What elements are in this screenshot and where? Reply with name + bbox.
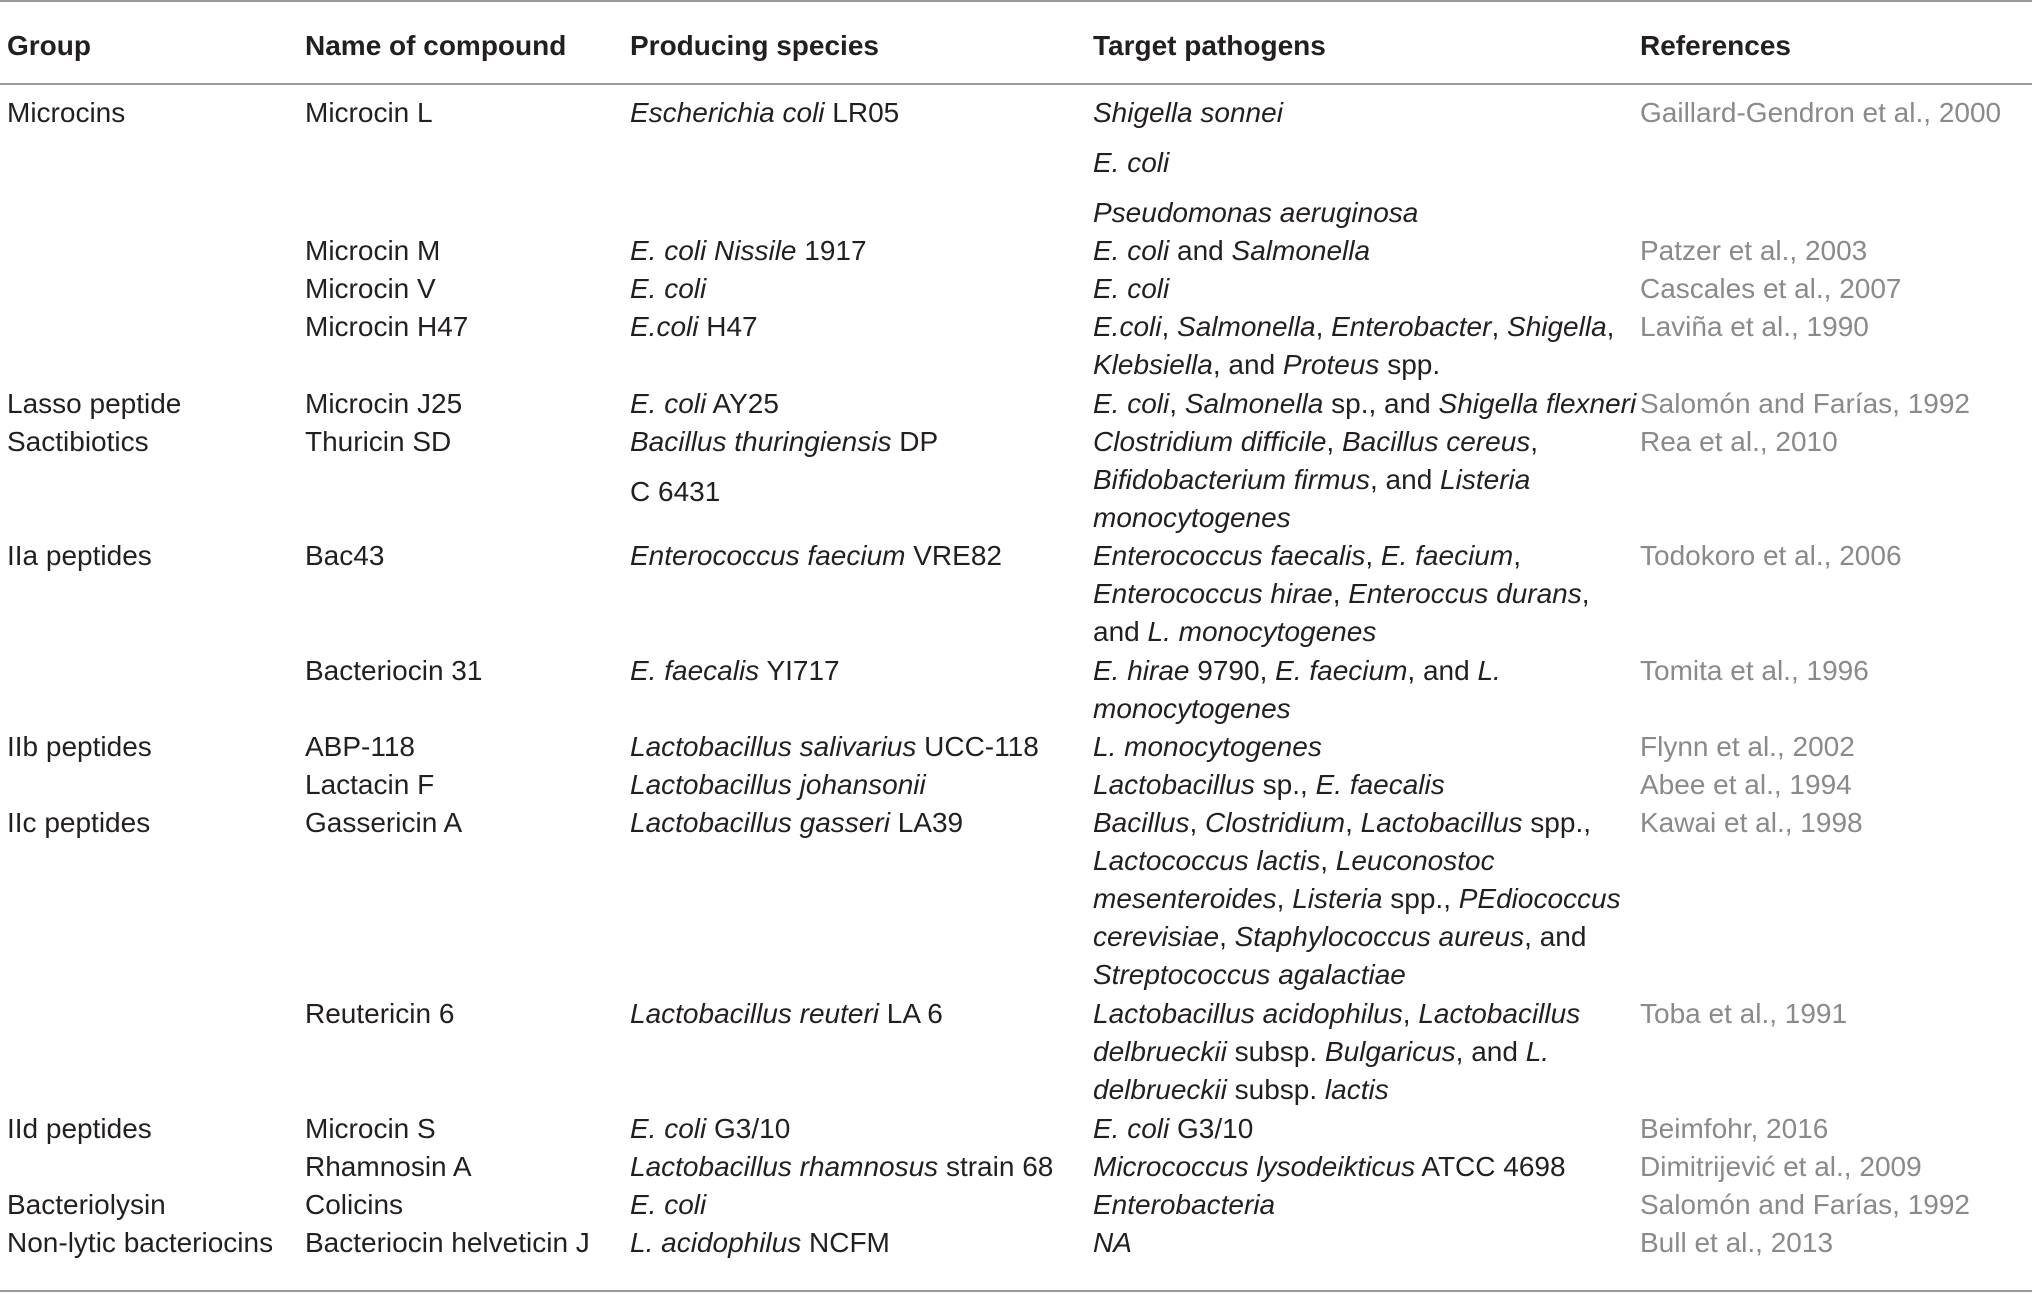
- compound-cell: Microcin M: [305, 235, 441, 266]
- reference-cell: Abee et al., 1994: [1640, 769, 1852, 800]
- reference-cell: Salomón and Farías, 1992: [1640, 1189, 1970, 1220]
- compound-cell: Microcin H47: [305, 311, 469, 342]
- compound-cell: Gassericin A: [305, 807, 463, 838]
- species-cell: Lactobacillus johansonii: [630, 769, 926, 800]
- header-compound: Name of compound: [305, 30, 567, 61]
- target-cell-line: Micrococcus lysodeikticus ATCC 4698: [1093, 1151, 1566, 1182]
- compound-cell: Bac43: [305, 540, 385, 571]
- compound-cell: Colicins: [305, 1189, 404, 1220]
- species-cell: E. coli: [630, 273, 707, 304]
- target-cell-line: delbrueckii subsp. lactis: [1093, 1074, 1389, 1105]
- target-cell-line: Pseudomonas aeruginosa: [1093, 197, 1419, 228]
- group-cell: IIb peptides: [7, 731, 152, 762]
- species-cell: Lactobacillus gasseri LA39: [630, 807, 964, 838]
- target-cell-line: Enterobacteria: [1093, 1189, 1276, 1220]
- target-cell-line: and L. monocytogenes: [1093, 616, 1377, 647]
- species-cell: E. coli G3/10: [630, 1113, 791, 1144]
- compound-cell: Microcin V: [305, 273, 436, 304]
- species-cell-line2: C 6431: [630, 476, 721, 507]
- compound-cell: Lactacin F: [305, 769, 435, 800]
- reference-cell: Bull et al., 2013: [1640, 1227, 1834, 1258]
- target-cell-line: cerevisiae, Staphylococcus aureus, and: [1093, 921, 1587, 952]
- target-cell-line: Klebsiella, and Proteus spp.: [1093, 349, 1441, 380]
- target-cell-line: Enterococcus faecalis, E. faecium,: [1093, 540, 1521, 571]
- target-cell-line: E. coli: [1093, 273, 1170, 304]
- compound-cell: Thuricin SD: [305, 426, 452, 457]
- group-cell: Sactibiotics: [7, 426, 149, 457]
- target-cell-line: Lactobacillus sp., E. faecalis: [1093, 769, 1445, 800]
- target-cell-line: Bacillus, Clostridium, Lactobacillus spp.,: [1093, 807, 1591, 838]
- reference-cell: Kawai et al., 1998: [1640, 807, 1863, 838]
- group-cell: IId peptides: [7, 1113, 152, 1144]
- compound-cell: Microcin S: [305, 1113, 436, 1144]
- table-bottom-rule: [0, 1290, 2032, 1292]
- target-cell-line: monocytogenes: [1093, 693, 1291, 724]
- table-top-rule: [0, 0, 2032, 2]
- target-cell-line: Enterococcus hirae, Enteroccus durans,: [1093, 578, 1590, 609]
- group-cell: Lasso peptide: [7, 388, 182, 419]
- compound-cell: Bacteriocin 31: [305, 655, 483, 686]
- reference-cell: Cascales et al., 2007: [1640, 273, 1902, 304]
- target-cell-line: L. monocytogenes: [1093, 731, 1322, 762]
- target-cell-line: E.coli, Salmonella, Enterobacter, Shigella,: [1093, 311, 1615, 342]
- target-cell-line: E. hirae 9790, E. faecium, and L.: [1093, 655, 1501, 686]
- species-cell: Lactobacillus salivarius UCC-118: [630, 731, 1039, 762]
- target-cell-line: Bifidobacterium firmus, and Listeria: [1093, 464, 1531, 495]
- target-cell-line: Lactobacillus acidophilus, Lactobacillus: [1093, 998, 1581, 1029]
- compound-cell: Microcin J25: [305, 388, 463, 419]
- compound-cell: Rhamnosin A: [305, 1151, 472, 1182]
- species-cell: L. acidophilus NCFM: [630, 1227, 890, 1258]
- group-cell: IIa peptides: [7, 540, 152, 571]
- target-cell-line: delbrueckii subsp. Bulgaricus, and L.: [1093, 1036, 1550, 1067]
- header-references: References: [1640, 30, 1791, 61]
- header-targets: Target pathogens: [1093, 30, 1326, 61]
- reference-cell: Gaillard-Gendron et al., 2000: [1640, 97, 2002, 128]
- reference-cell: Flynn et al., 2002: [1640, 731, 1855, 762]
- target-cell-line: E. coli: [1093, 147, 1170, 178]
- species-cell: Enterococcus faecium VRE82: [630, 540, 1002, 571]
- reference-cell: Salomón and Farías, 1992: [1640, 388, 1970, 419]
- species-cell: E. coli AY25: [630, 388, 779, 419]
- group-cell: Bacteriolysin: [7, 1189, 166, 1220]
- compound-cell: Microcin L: [305, 97, 433, 128]
- reference-cell: Patzer et al., 2003: [1640, 235, 1868, 266]
- reference-cell: Laviña et al., 1990: [1640, 311, 1869, 342]
- group-cell: Microcins: [7, 97, 126, 128]
- species-cell: Lactobacillus reuteri LA 6: [630, 998, 943, 1029]
- reference-cell: Beimfohr, 2016: [1640, 1113, 1829, 1144]
- species-cell: Escherichia coli LR05: [630, 97, 900, 128]
- target-cell-line: monocytogenes: [1093, 502, 1291, 533]
- compound-cell: ABP-118: [305, 731, 415, 762]
- species-cell: E. coli Nissile 1917: [630, 235, 867, 266]
- target-cell-line: E. coli, Salmonella sp., and Shigella flexneri: [1093, 388, 1637, 419]
- target-cell-line: mesenteroides, Listeria spp., PEdiococcus: [1093, 883, 1621, 914]
- species-cell: E. faecalis YI717: [630, 655, 840, 686]
- species-cell: E.coli H47: [630, 311, 758, 342]
- reference-cell: Dimitrijević et al., 2009: [1640, 1151, 1922, 1182]
- header-group: Group: [7, 30, 91, 61]
- species-cell: Bacillus thuringiensis DP: [630, 426, 939, 457]
- reference-cell: Rea et al., 2010: [1640, 426, 1838, 457]
- species-cell: Lactobacillus rhamnosus strain 68: [630, 1151, 1054, 1182]
- header-species: Producing species: [630, 30, 879, 61]
- target-cell-line: E. coli G3/10: [1093, 1113, 1254, 1144]
- species-cell: E. coli: [630, 1189, 707, 1220]
- target-cell-line: NA: [1093, 1227, 1132, 1258]
- target-cell-line: Clostridium difficile, Bacillus cereus,: [1093, 426, 1539, 457]
- target-cell-line: E. coli and Salmonella: [1093, 235, 1371, 266]
- target-cell-line: Lactococcus lactis, Leuconostoc: [1093, 845, 1495, 876]
- group-cell: Non-lytic bacteriocins: [7, 1227, 274, 1258]
- compound-cell: Bacteriocin helveticin J: [305, 1227, 590, 1258]
- target-cell-line: Shigella sonnei: [1093, 97, 1283, 128]
- target-cell-line: Streptococcus agalactiae: [1093, 959, 1406, 990]
- reference-cell: Tomita et al., 1996: [1640, 655, 1869, 686]
- group-cell: IIc peptides: [7, 807, 151, 838]
- header-rule: [0, 83, 2032, 85]
- reference-cell: Todokoro et al., 2006: [1640, 540, 1902, 571]
- compound-cell: Reutericin 6: [305, 998, 455, 1029]
- reference-cell: Toba et al., 1991: [1640, 998, 1848, 1029]
